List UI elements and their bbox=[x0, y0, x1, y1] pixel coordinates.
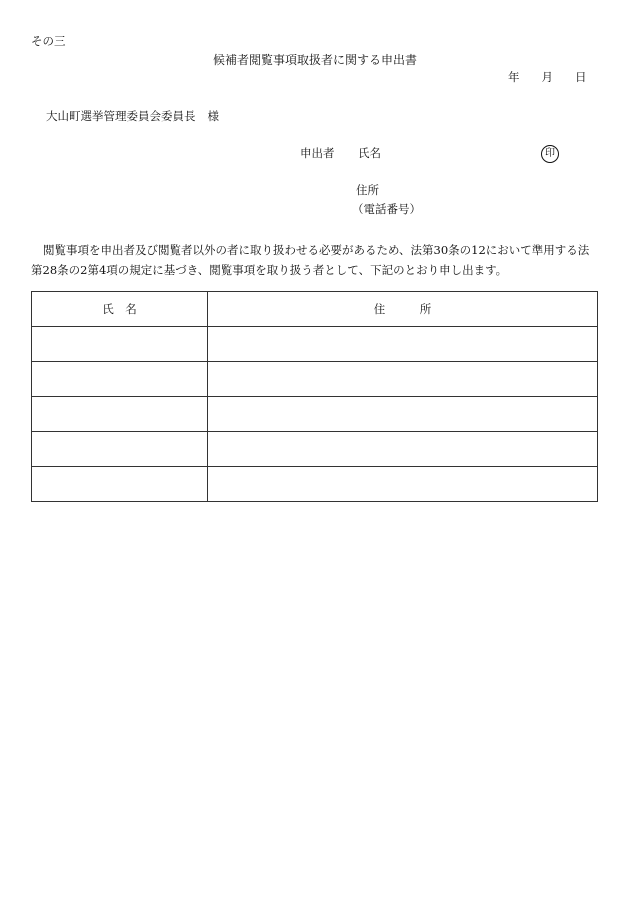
date-month-label: 月 bbox=[541, 70, 553, 84]
body-line-1: 閲覧事項を申出者及び閲覧者以外の者に取り扱わせる必要があるため、法第30条の12において準用する法 bbox=[43, 243, 590, 257]
body-paragraph bbox=[31, 240, 599, 280]
table-row bbox=[32, 362, 598, 397]
cell-name[interactable] bbox=[32, 467, 208, 502]
body-line-2: 第28条の2第4項の規定に基づき、閲覧事項を取り扱う者として、下記のとおり申し出ます。 bbox=[31, 263, 508, 277]
table-row bbox=[32, 432, 598, 467]
date-year-label: 年 bbox=[508, 70, 520, 84]
cell-name[interactable] bbox=[32, 327, 208, 362]
cell-name[interactable] bbox=[32, 362, 208, 397]
seal-mark-icon: 印 bbox=[541, 145, 559, 163]
handler-list-table bbox=[31, 291, 598, 502]
cell-address[interactable] bbox=[208, 327, 598, 362]
applicant-phone-label: （電話番号） bbox=[352, 202, 421, 216]
addressee-name: 大山町選挙管理委員会委員長 bbox=[46, 109, 196, 123]
header-name: 氏 名 bbox=[32, 292, 208, 327]
cell-name[interactable] bbox=[32, 432, 208, 467]
table-row bbox=[32, 397, 598, 432]
table-row bbox=[32, 327, 598, 362]
cell-address[interactable] bbox=[208, 362, 598, 397]
cell-name[interactable] bbox=[32, 397, 208, 432]
addressee bbox=[46, 111, 219, 123]
addressee-honorific: 様 bbox=[207, 109, 219, 123]
cell-address[interactable] bbox=[208, 467, 598, 502]
date-day-label: 日 bbox=[575, 70, 587, 84]
applicant-name-label: 氏名 bbox=[358, 146, 381, 160]
applicant-address-label: 住所 bbox=[356, 183, 379, 197]
header-address: 住 所 bbox=[208, 292, 598, 327]
date-line bbox=[508, 72, 587, 84]
applicant-label: 申出者 bbox=[300, 146, 335, 160]
table-header-row bbox=[32, 292, 598, 327]
document-title: 候補者閲覧事項取扱者に関する申出書 bbox=[212, 53, 417, 67]
cell-address[interactable] bbox=[208, 397, 598, 432]
table-row bbox=[32, 467, 598, 502]
section-label: その三 bbox=[31, 34, 66, 48]
cell-address[interactable] bbox=[208, 432, 598, 467]
